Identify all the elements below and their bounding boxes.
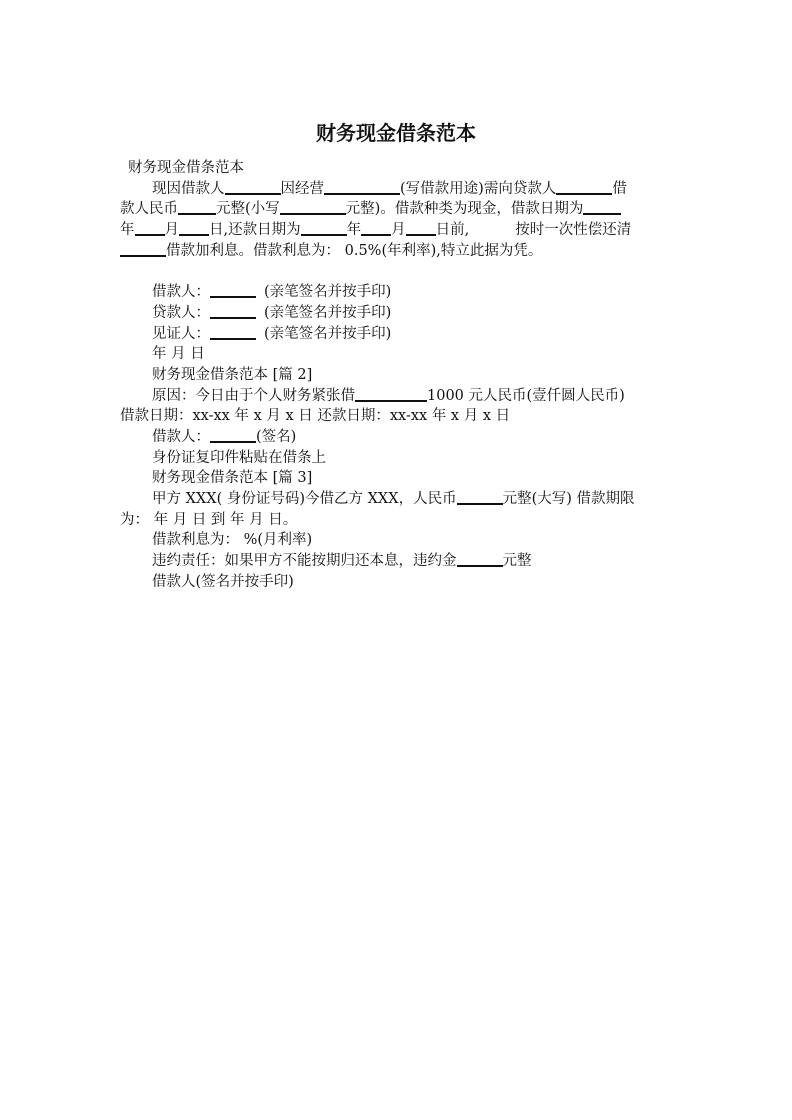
text: 甲方 XXX( 身份证号码)今借乙方 XXX，人民币: [152, 491, 457, 507]
blank-field: [210, 427, 256, 443]
blank-field: [361, 220, 391, 236]
blank-field: [210, 303, 256, 319]
s1-paragraph-line-1: [120, 179, 672, 200]
document-title: 财务现金借条范本: [316, 121, 476, 145]
sign-note: (亲笔签名并按手印): [264, 325, 392, 342]
blank-field: [280, 199, 346, 215]
s2-borrower-line: [120, 427, 672, 448]
s2-dates-line: 借款日期：xx-xx 年 x 月 x 日 还款日期：xx-xx 年 x 月 x 日: [120, 408, 511, 425]
text: 因经营: [280, 180, 324, 197]
label: 借款人：: [152, 284, 210, 301]
blank-field: [120, 241, 166, 257]
s2-id-note: 身份证复印件粘贴在借条上: [152, 449, 326, 466]
text: 按时一次性偿还清: [515, 222, 632, 239]
s1-borrower-line: [120, 282, 672, 303]
section-3-heading: 财务现金借条范本 [篇 3]: [152, 470, 313, 487]
s3-interest-line: 借款利息为： %(月利率): [152, 532, 313, 549]
label: 借款人：: [152, 428, 210, 445]
s1-witness-line: [120, 324, 672, 345]
s1-date-line: 年 月 日: [152, 346, 205, 363]
text: 月: [164, 222, 179, 239]
blank-field: [355, 386, 427, 402]
text: 元整: [502, 553, 532, 570]
blank-field: [178, 199, 216, 215]
document-body: [120, 158, 672, 592]
section-2-heading: 财务现金借条范本 [篇 2]: [152, 366, 313, 383]
s1-paragraph-line-4: [120, 241, 672, 262]
blank-field: [556, 179, 612, 195]
blank-field: [457, 489, 503, 505]
text: 元整)。借款种类为现金，借款日期为: [345, 201, 584, 218]
s1-paragraph-line-3: [120, 220, 672, 241]
sign-note: (亲笔签名并按手印): [264, 284, 392, 301]
text: 日前,: [435, 222, 470, 239]
text: 借款加利息。借款利息为： 0.5%(年利率),特立此据为凭。: [166, 242, 543, 259]
text: 借: [612, 180, 627, 197]
blank-field: [457, 551, 503, 567]
blank-field: [406, 220, 436, 236]
s3-line-1: [120, 489, 672, 510]
text: 款人民币: [120, 201, 178, 218]
blank-field: [301, 220, 347, 236]
text: 元整(小写: [216, 201, 280, 218]
text: 1000 元人民币(壹仟圆人民币): [427, 387, 625, 404]
text: 现因借款人: [152, 180, 225, 197]
sign-note: (签名): [256, 428, 297, 445]
text: 日,还款日期为: [209, 222, 301, 239]
s3-penalty-line: [120, 551, 672, 572]
s1-lender-line: [120, 303, 672, 324]
label: 见证人：: [152, 325, 210, 342]
text: (写借款用途)需向贷款人: [400, 180, 557, 197]
blank-field: [210, 282, 256, 298]
sign-note: (亲笔签名并按手印): [264, 304, 392, 321]
label: 贷款人：: [152, 304, 210, 321]
s1-paragraph-line-2: [120, 199, 672, 220]
blank-field: [210, 324, 256, 340]
s3-line-2: 为： 年 月 日 到 年 月 日。: [120, 511, 298, 528]
blank-field: [135, 220, 165, 236]
s3-borrower-line: 借款人(签名并按手印): [152, 573, 294, 590]
text: 年: [346, 222, 362, 239]
blank-field: [324, 179, 400, 195]
text: 原因：今日由于个人财务紧张借: [152, 387, 355, 404]
blank-field: [583, 199, 621, 215]
blank-field: [179, 220, 209, 236]
text: 违约责任：如果甲方不能按期归还本息，违约金: [152, 553, 457, 570]
s2-reason-line: [120, 386, 672, 407]
blank-field: [225, 179, 281, 195]
text: 月: [391, 222, 406, 239]
text: 年: [120, 222, 135, 239]
section-1-heading: 财务现金借条范本: [128, 160, 244, 176]
spacer: [120, 261, 672, 282]
text: 元整(大写) 借款期限: [502, 491, 635, 507]
